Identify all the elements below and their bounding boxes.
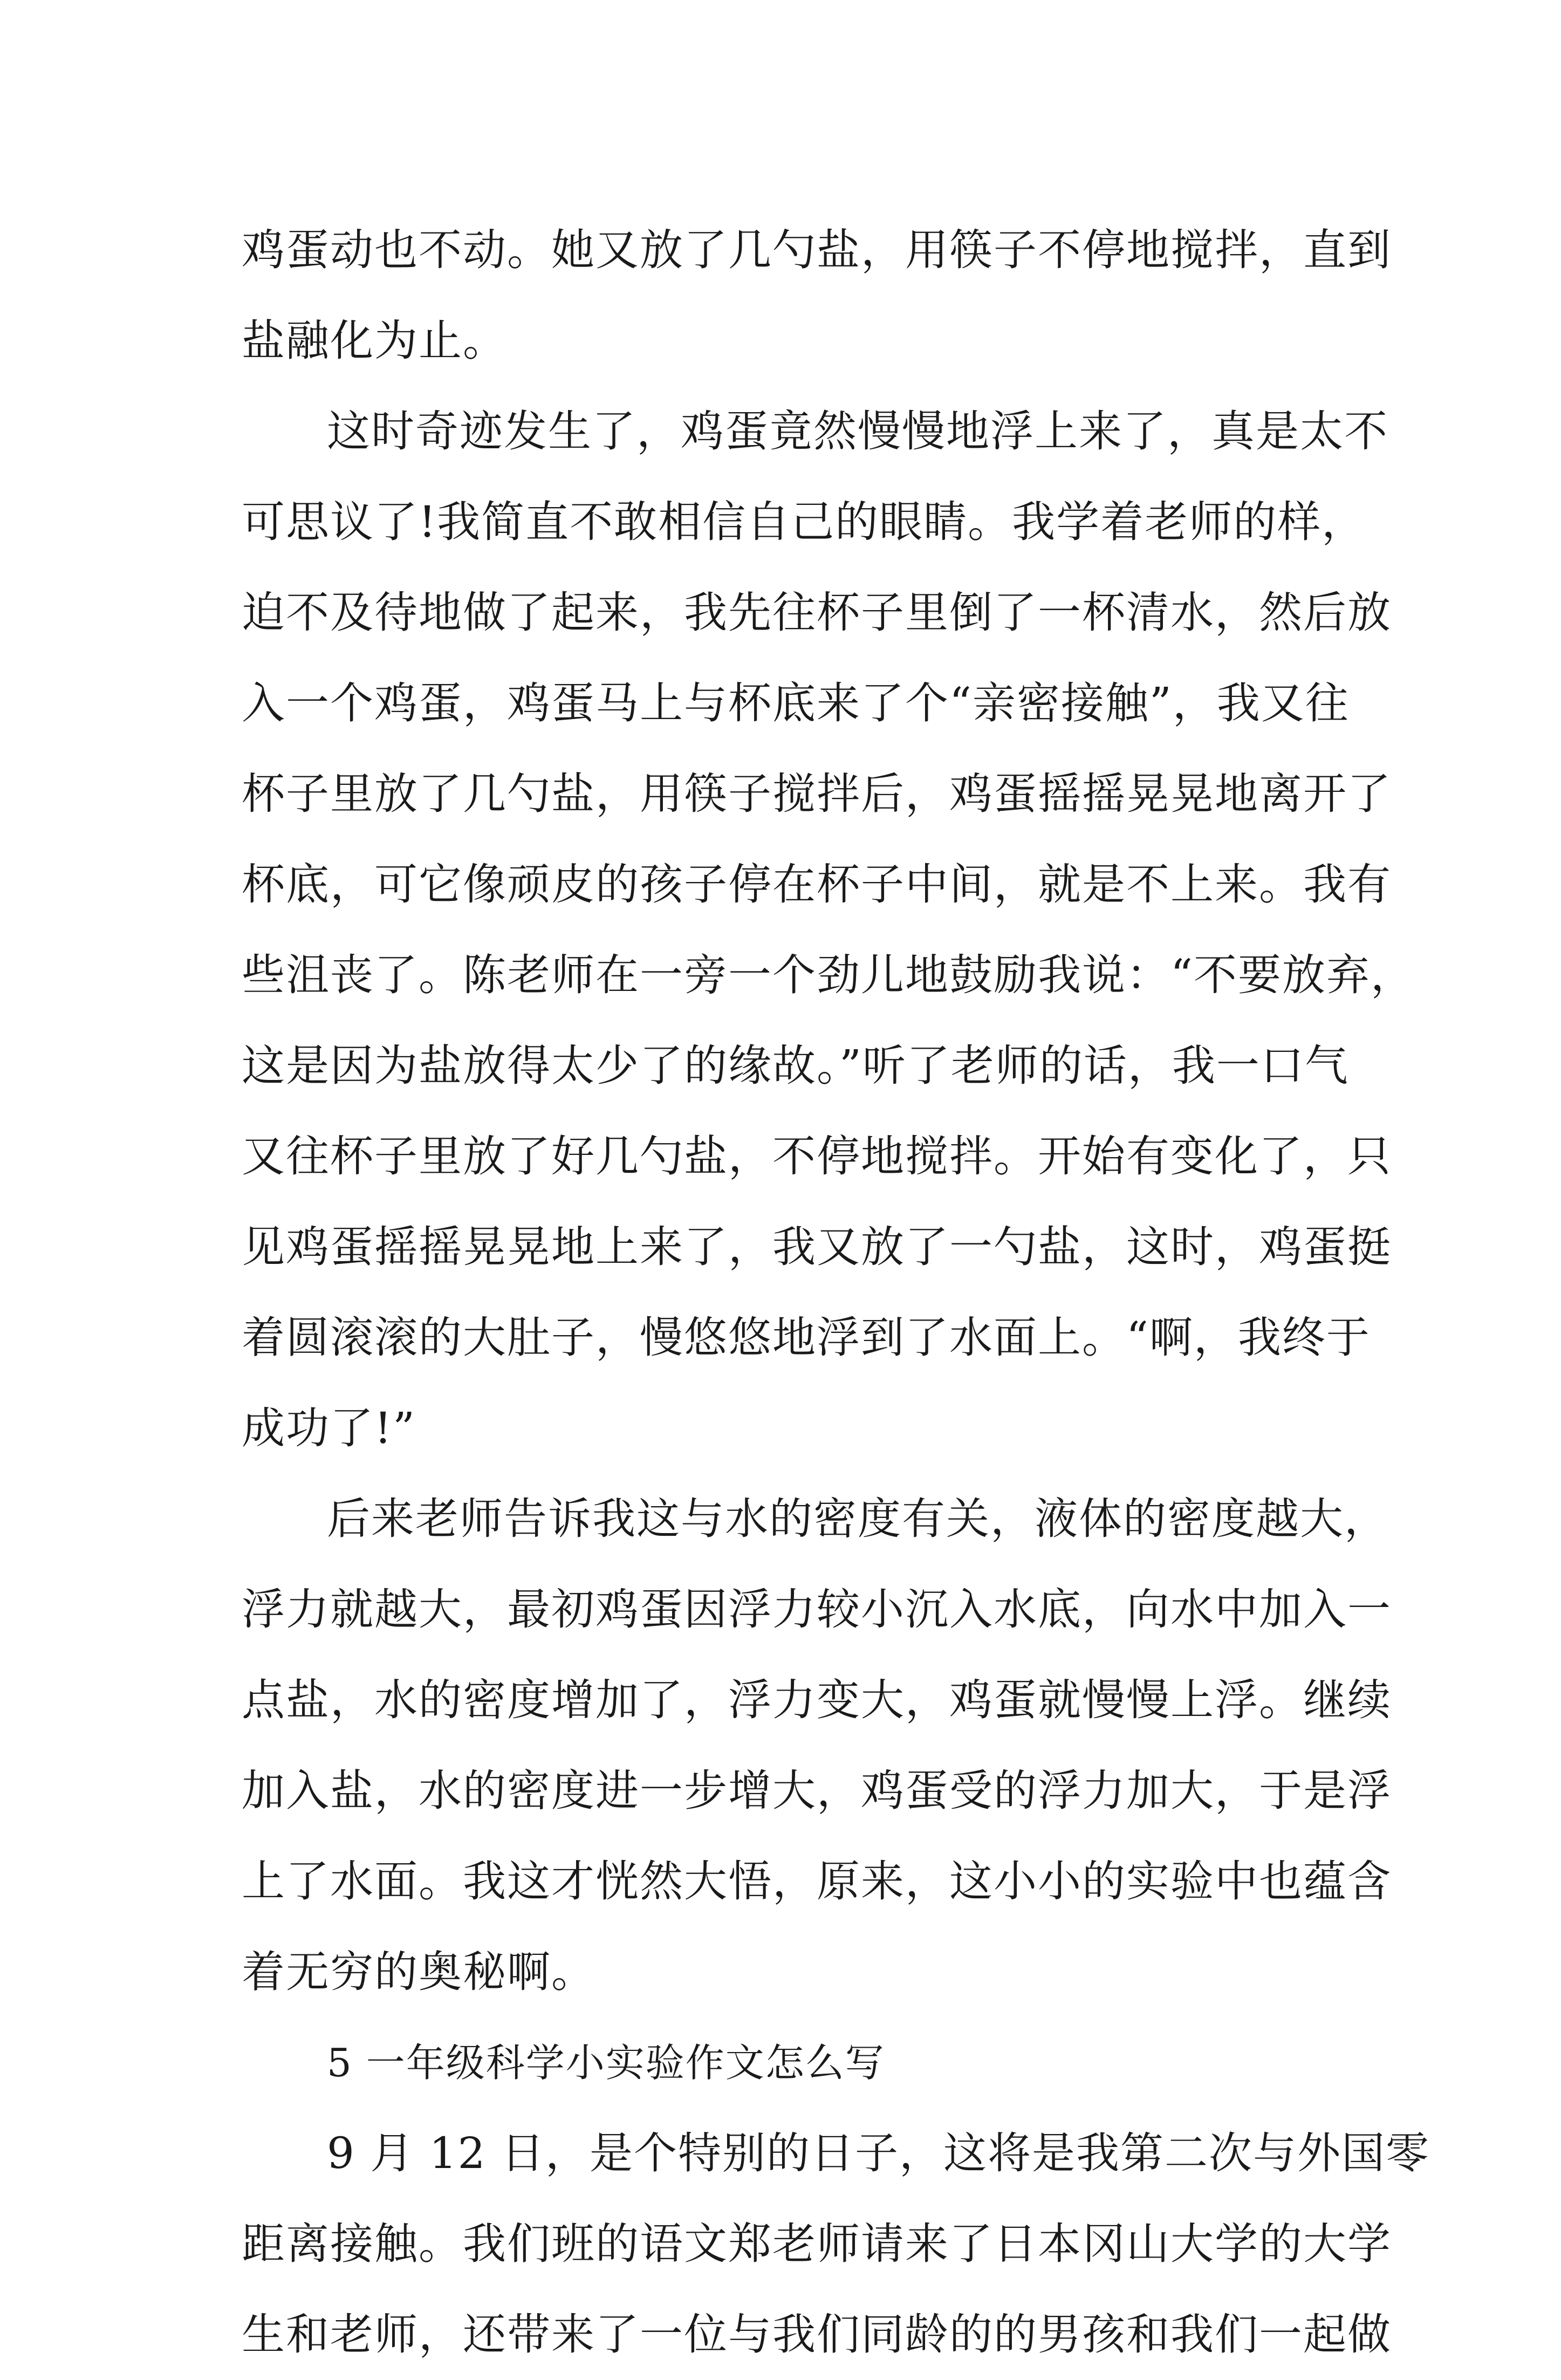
- text-line: 杯子里放了几勺盐，用筷子搅拌后，鸡蛋摇摇晃晃地离开了: [242, 769, 1392, 819]
- text-line: 距离接触。我们班的语文郑老师请来了日本冈山大学的大学: [242, 2219, 1392, 2269]
- text-line: 迫不及待地做了起来，我先往杯子里倒了一杯清水，然后放: [242, 587, 1392, 638]
- text-line: 又往杯子里放了好几勺盐，不停地搅拌。开始有变化了，只: [242, 1131, 1392, 1181]
- text-line: 杯底，可它像顽皮的孩子停在杯子中间，就是不上来。我有: [242, 859, 1392, 909]
- text-line: 入一个鸡蛋，鸡蛋马上与杯底来了个“亲密接触”，我又往: [242, 678, 1350, 728]
- text-line: 着无穷的奥秘啊。: [242, 1947, 595, 1997]
- text-line: 可思议了!我简直不敢相信自己的眼睛。我学着老师的样，: [242, 497, 1366, 547]
- text-line: 生和老师，还带来了一位与我们同龄的的男孩和我们一起做: [242, 2309, 1392, 2360]
- text-line: 鸡蛋动也不动。她又放了几勺盐，用筷子不停地搅拌，直到: [242, 225, 1392, 275]
- text-line: 成功了!”: [242, 1403, 416, 1453]
- section-heading: 5 一年级科学小实验作文怎么写: [327, 2040, 885, 2085]
- text-line: 见鸡蛋摇摇晃晃地上来了，我又放了一勺盐，这时，鸡蛋挺: [242, 1222, 1392, 1272]
- text-line: 盐融化为止。: [242, 316, 507, 366]
- text-line: 上了水面。我这才恍然大悟，原来，这小小的实验中也蕴含: [242, 1856, 1392, 1906]
- paragraph-start-line: 这时奇迹发生了，鸡蛋竟然慢慢地浮上来了，真是太不: [327, 406, 1388, 456]
- text-line: 这是因为盐放得太少了的缘故。”听了老师的话，我一口气: [242, 1041, 1349, 1091]
- text-line: 点盐，水的密度增加了，浮力变大，鸡蛋就慢慢上浮。继续: [242, 1675, 1392, 1725]
- text-line: 加入盐，水的密度进一步增大，鸡蛋受的浮力加大，于是浮: [242, 1766, 1392, 1816]
- text-line: 浮力就越大，最初鸡蛋因浮力较小沉入水底，向水中加入一: [242, 1584, 1392, 1634]
- text-line: 着圆滚滚的大肚子，慢悠悠地浮到了水面上。“啊，我终于: [242, 1312, 1371, 1363]
- text-line: 些沮丧了。陈老师在一旁一个劲儿地鼓励我说：“不要放弃，: [242, 950, 1415, 1000]
- paragraph-start-line: 后来老师告诉我这与水的密度有关，液体的密度越大，: [327, 1494, 1388, 1544]
- document-body: [242, 205, 1430, 2380]
- paragraph-start-line: 9 月 12 日，是个特别的日子，这将是我第二次与外国零: [327, 2128, 1430, 2178]
